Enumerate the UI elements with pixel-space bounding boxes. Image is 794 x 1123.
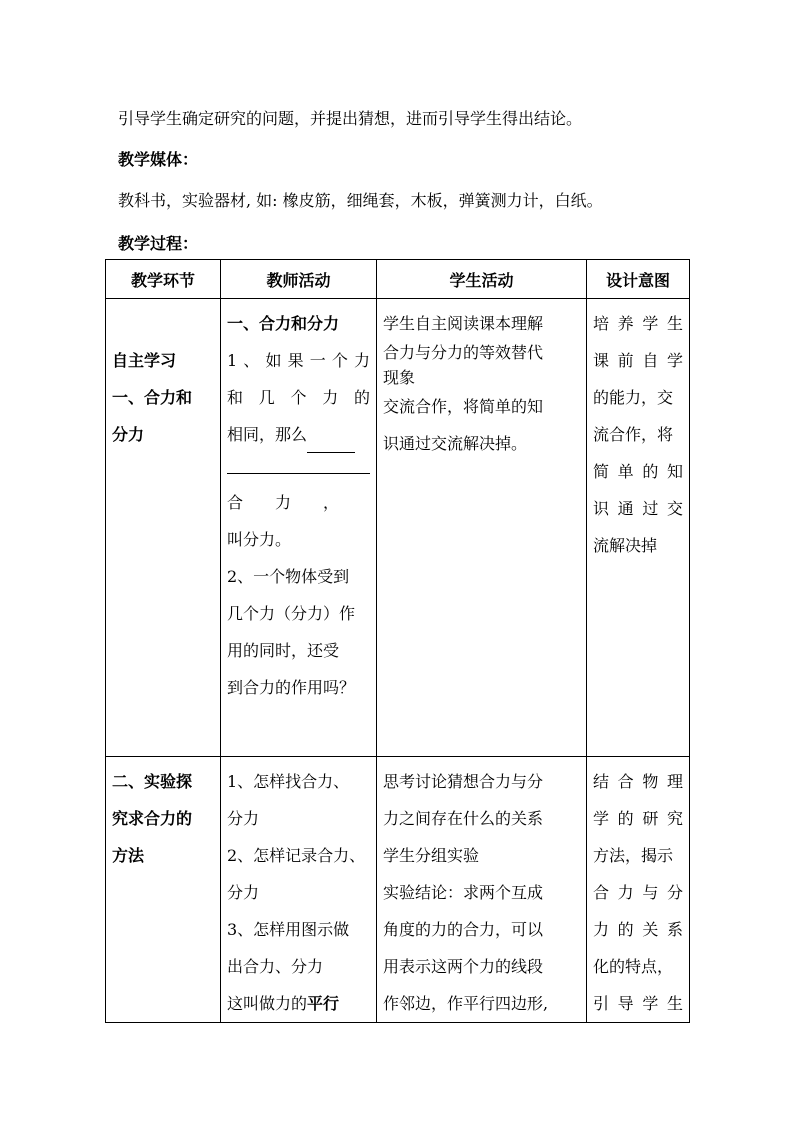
intent-text: 结合物理 — [593, 772, 683, 791]
student-text: 学生自主阅读课本理解 — [383, 314, 544, 333]
header-cell: 教师活动 — [221, 260, 377, 299]
intent-text: 课前自学 — [593, 351, 683, 370]
intent-cell — [587, 757, 690, 1023]
fill-blank-line — [227, 453, 370, 474]
table-header-row — [106, 260, 690, 299]
section-label: 一、合力和 — [112, 388, 193, 407]
teacher-text: 用的同时，还受 — [227, 641, 340, 660]
student-text: 实验结论：求两个互成 — [383, 883, 544, 902]
student-text: 用表示这两个力的线段 — [383, 957, 544, 976]
teacher-text: 分力 — [227, 809, 260, 828]
teacher-text: 叫分力。 — [227, 530, 292, 549]
teacher-activity-cell — [221, 299, 377, 757]
section-label: 自主学习 — [112, 351, 177, 370]
section-label: 究求合力的 — [112, 809, 193, 828]
teacher-text-emphasis: 平行 — [307, 994, 340, 1013]
teacher-text — [227, 985, 370, 1022]
table-row — [106, 299, 690, 757]
section-cell — [106, 299, 221, 757]
intro-line: 引导学生确定研究的问题，并提出猜想，进而引导学生得出结论。 — [118, 109, 583, 128]
teacher-text — [227, 416, 370, 453]
process-heading: 教学过程： — [118, 234, 199, 253]
teacher-title: 一、合力和分力 — [227, 314, 340, 333]
intent-text: 学的研究 — [593, 809, 683, 828]
student-text: 交流合作，将简单的知 — [383, 397, 544, 416]
intent-text: 的能力，交 — [593, 388, 674, 407]
table-row — [106, 757, 690, 1023]
lesson-table — [105, 259, 690, 1023]
teacher-text: 2、一个物体受到 — [227, 567, 350, 586]
teacher-text: 几个力（分力）作 — [227, 604, 356, 623]
intent-text: 合力与分 — [593, 883, 683, 902]
teacher-text: 分力 — [227, 883, 260, 902]
section-label: 分力 — [112, 425, 145, 444]
student-activity-cell — [377, 299, 587, 757]
teacher-text: 到合力的作用吗？ — [227, 678, 356, 697]
header-cell: 教学环节 — [106, 260, 221, 299]
header-cell: 学生活动 — [377, 260, 587, 299]
teacher-text: 出合力、分力 — [227, 957, 324, 976]
teacher-text-part: 这叫做力的 — [227, 994, 308, 1013]
section-label: 二、实验探 — [112, 772, 193, 791]
media-text: 教科书，实验器材, 如: 橡皮筋，细绳套，木板，弹簧测力计，白纸。 — [118, 191, 603, 210]
teacher-text-part: 相同，那么 — [227, 425, 308, 444]
intent-text: 简单的知 — [593, 462, 683, 481]
teacher-text: 3、怎样用图示做 — [227, 920, 350, 939]
intent-text: 流解决掉 — [593, 536, 658, 555]
teacher-text: 1、如果一个力 — [227, 351, 370, 370]
intent-text: 方法，揭示 — [593, 846, 674, 865]
media-heading: 教学媒体： — [118, 150, 199, 169]
intent-text: 化的特点， — [593, 957, 674, 976]
teacher-text: 2、怎样记录合力、 — [227, 846, 366, 865]
header-cell: 设计意图 — [587, 260, 690, 299]
student-activity-cell — [377, 757, 587, 1023]
student-text: 合力与分力的等效替代 — [383, 343, 544, 362]
intent-text: 力的关系 — [593, 920, 683, 939]
section-cell — [106, 757, 221, 1023]
intent-text: 培养学生 — [593, 314, 683, 333]
student-text: 力之间存在什么的关系 — [383, 809, 544, 828]
intent-text: 引导学生 — [593, 994, 683, 1013]
intent-cell — [587, 299, 690, 757]
intent-text: 识通过交 — [593, 499, 683, 518]
student-text: 学生分组实验 — [383, 846, 480, 865]
teacher-text: 和几个力的 — [227, 388, 370, 407]
student-text: 作邻边，作平行四边形, — [383, 994, 549, 1013]
student-text: 识通过交流解决掉。 — [383, 434, 528, 453]
student-text: 角度的力的合力，可以 — [383, 920, 544, 939]
section-label: 方法 — [112, 846, 145, 865]
teacher-text: 合 力 ， — [227, 493, 340, 512]
student-text: 现象 — [383, 368, 416, 387]
student-text: 思考讨论猜想合力与分 — [383, 772, 544, 791]
intent-text: 流合作，将 — [593, 425, 674, 444]
teacher-activity-cell — [221, 757, 377, 1023]
teacher-text: 1、怎样找合力、 — [227, 772, 350, 791]
fill-blank — [307, 430, 355, 453]
